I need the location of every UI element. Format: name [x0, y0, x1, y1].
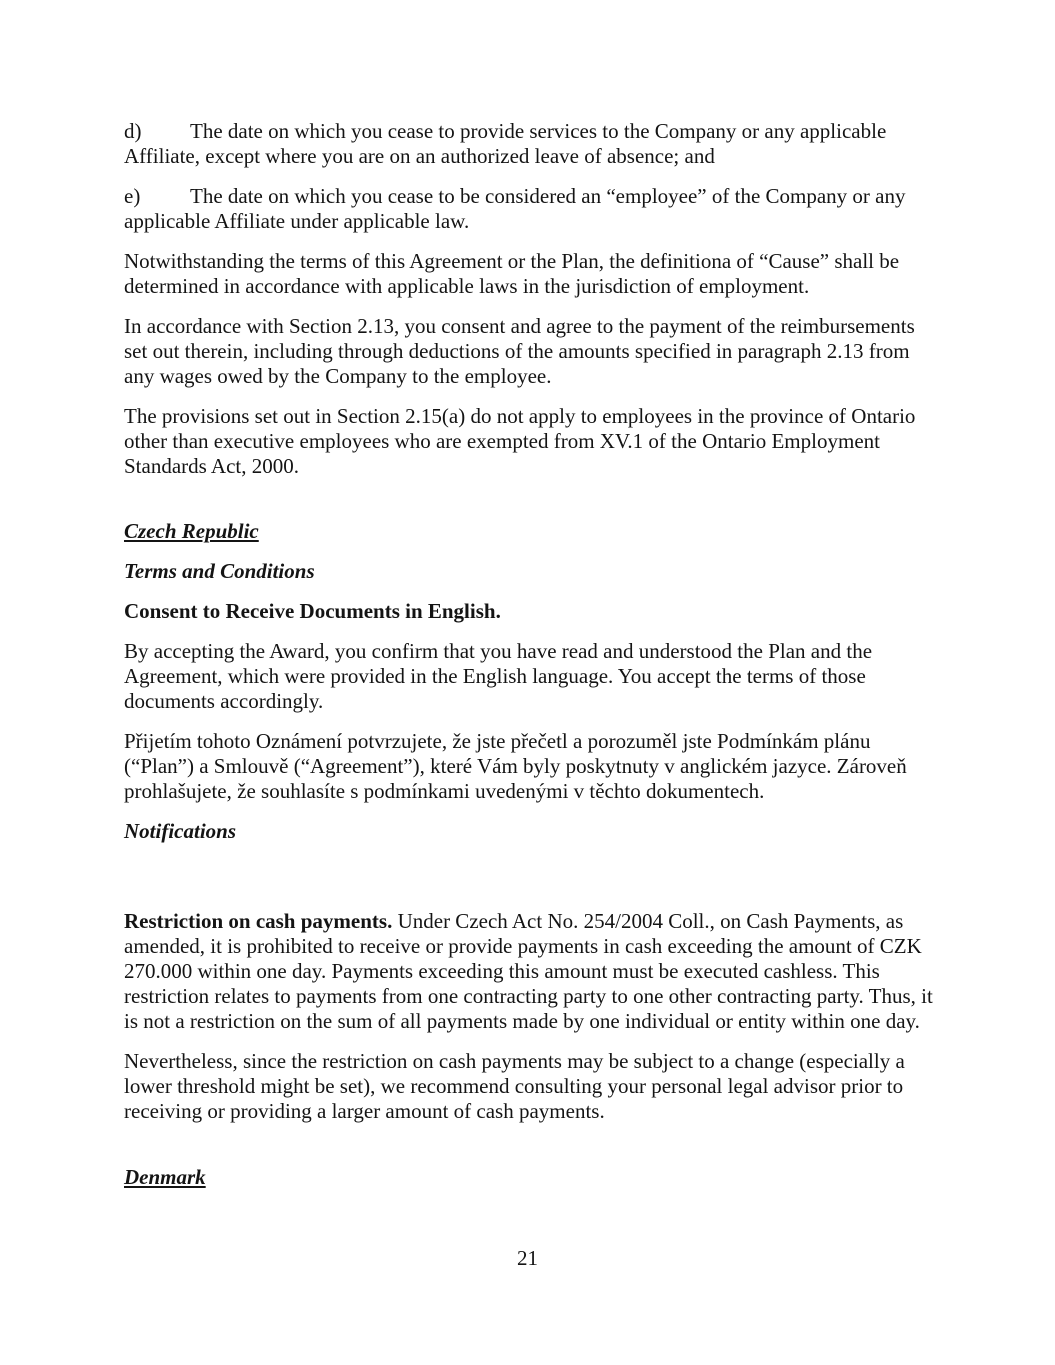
paragraph-nevertheless: Nevertheless, since the restriction on cash payments may be subject to a change (especially a lower threshold might be set), we recommend consulting your personal legal advisor prior to receiving or providing a larger amount of cash payments.	[124, 1049, 905, 1123]
heading-denmark: Denmark	[124, 1165, 206, 1189]
list-item-d-marker: d)	[124, 119, 142, 143]
paragraph-cash-restriction-text: Under Czech Act No. 254/2004 Coll., on Cash Payments, as amended, it is prohibited to receive or provide payments in cash exceeding the amount of CZK 270.000 within one day. Payments exceeding this amount must be executed cashless. This restriction relates to payments from one contracting party to one other contracting party. Thus, it is not a restriction on the sum of all payments made by one individual or entity within one day.	[124, 909, 933, 1033]
paragraph-consent-english: By accepting the Award, you confirm that you have read and understood the Plan and the Agreement, which were provided in the English language. You accept the terms of those documents accordingly.	[124, 639, 873, 713]
paragraph-cash-restriction-lead: Restriction on cash payments.	[124, 909, 393, 933]
heading-consent-english: Consent to Receive Documents in English.	[124, 599, 501, 623]
list-item-e-marker: e)	[124, 184, 141, 208]
paragraph-reimbursements: In accordance with Section 2.13, you consent and agree to the payment of the reimbursements set out therein, including through deductions of the amounts specified in paragraph 2.13 from any wages owed by the Company to the employee.	[124, 314, 915, 388]
paragraph-ontario-exemption: The provisions set out in Section 2.15(a) do not apply to employees in the province of Ontario other than executive employees who are exempted from XV.1 of the Ontario Employment Standards Act, 2000.	[124, 404, 916, 478]
paragraph-consent-czech: Přijetím tohoto Oznámení potvrzujete, že jste přečetl a porozuměl jste Podmínkám plánu (“Plan”) a Smlouvě (“Agreement”), které Vám byly poskytnuty v anglickém jazyce. Zároveň prohlašujete, že souhlasíte s podmínkami uvedenými v těchto dokumentech.	[124, 729, 907, 803]
list-item-d-text: The date on which you cease to provide services to the Company or any applicable Affiliate, except where you are on an authorized leave of absence; and	[124, 119, 887, 168]
heading-terms-and-conditions: Terms and Conditions	[124, 559, 315, 583]
paragraph-cash-restriction	[124, 909, 934, 1034]
list-item-e-text: The date on which you cease to be considered an “employee” of the Company or any applicable Affiliate under applicable law.	[124, 184, 906, 233]
document-content	[124, 119, 934, 1205]
page-number: 21	[517, 1246, 538, 1270]
heading-notifications: Notifications	[124, 819, 237, 843]
heading-czech-republic: Czech Republic	[124, 519, 259, 543]
paragraph-cause-definition: Notwithstanding the terms of this Agreement or the Plan, the definitiona of “Cause” shall be determined in accordance with applicable laws in the jurisdiction of employment.	[124, 249, 900, 298]
list-item-d	[124, 119, 934, 169]
list-item-e	[124, 184, 934, 234]
